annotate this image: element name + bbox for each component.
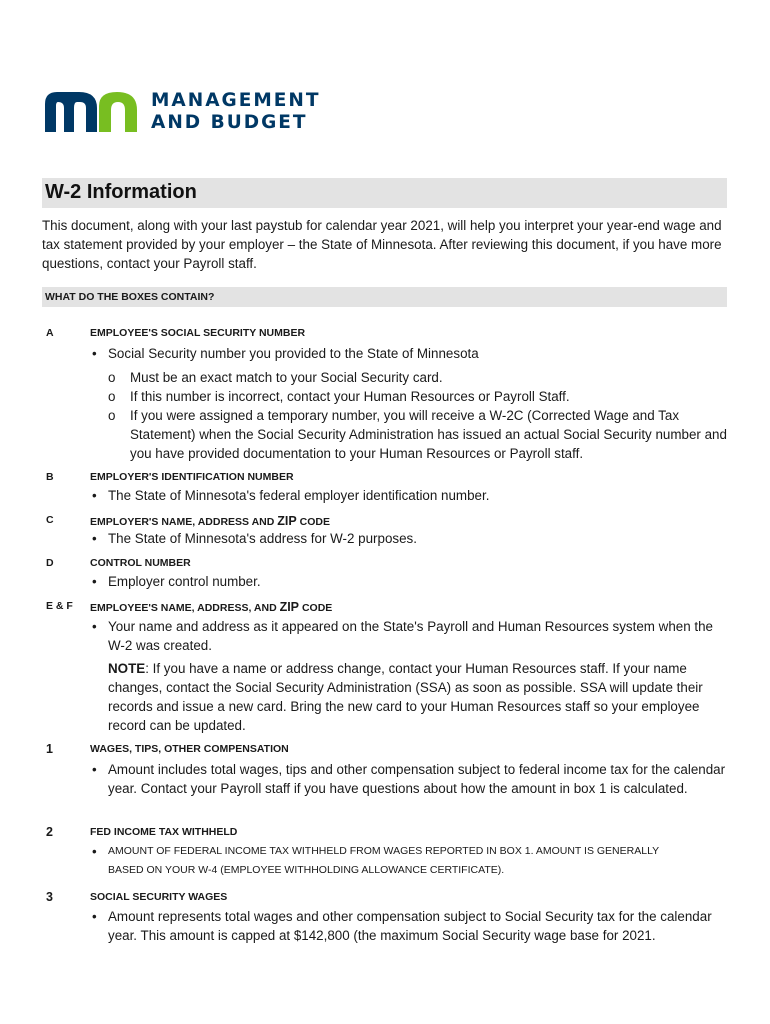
bullet-icon: • xyxy=(92,909,97,924)
bullet-item xyxy=(92,529,726,548)
entry-label: C xyxy=(46,514,54,526)
bullet-icon: • xyxy=(92,762,97,777)
bullet-text: Your name and address as it appeared on the State's Payroll and Human Resources system when the W-2 was created. xyxy=(108,619,713,653)
mmb-logo xyxy=(45,88,335,134)
heading-part: ZIP xyxy=(279,600,300,614)
bullet-text: Amount represents total wages and other compensation subject to Social Security tax for the calendar year. This amount is capped at $142,800 (the maximum Social Security wage base for 2021. xyxy=(108,909,712,943)
sub-text: Must be an exact match to your Social Security card. xyxy=(130,370,443,385)
entry-label: D xyxy=(46,557,54,569)
title-bar xyxy=(42,178,727,208)
page-title: W-2 Information xyxy=(45,181,197,203)
entry-label: E & F xyxy=(46,600,73,612)
sub-text: If this number is incorrect, contact your Human Resources or Payroll Staff. xyxy=(130,389,570,404)
logo-line-1: MANAGEMENT xyxy=(151,90,321,111)
sub-bullet-icon: o xyxy=(108,389,116,404)
entry-label: 1 xyxy=(46,742,53,756)
entry-label: B xyxy=(46,471,54,483)
entry-heading xyxy=(90,514,330,528)
mn-logo-mark-icon xyxy=(45,88,145,134)
bullet-item xyxy=(92,617,726,655)
heading-part: EMPLOYEE'S NAME, ADDRESS, AND xyxy=(90,602,280,614)
heading-part: EMPLOYER'S NAME, ADDRESS AND xyxy=(90,516,278,528)
sub-text: If you were assigned a temporary number, you will receive a W-2C (Corrected Wage and Tax Statement) when the Social Security Administration has issued an actual Social Security number and you have provided documentation to your Human Resources or Payroll staff. xyxy=(130,408,727,461)
bullet-icon: • xyxy=(92,531,97,546)
bullet-text: Social Security number you provided to the State of Minnesota xyxy=(108,346,479,361)
bullet-item xyxy=(92,907,726,945)
bullet-icon: • xyxy=(92,574,97,589)
entry-heading: WAGES, TIPS, OTHER COMPENSATION xyxy=(90,743,289,755)
note-paragraph xyxy=(108,659,726,735)
logo-line-2: AND BUDGET xyxy=(151,112,308,133)
bullet-icon: • xyxy=(92,844,97,859)
entry-label: 2 xyxy=(46,825,53,839)
logo-wordmark xyxy=(151,90,321,134)
bullet-icon: • xyxy=(92,346,97,361)
bullet-item xyxy=(92,344,726,363)
bullet-item xyxy=(92,572,726,591)
bullet-item xyxy=(92,760,726,798)
bullet-text: AMOUNT OF FEDERAL INCOME TAX WITHHELD FROM WAGES REPORTED IN BOX 1. AMOUNT IS GENERALLY xyxy=(108,845,660,857)
sub-bullet-icon: o xyxy=(108,408,116,423)
bullet-item xyxy=(92,486,726,505)
heading-part: CODE xyxy=(296,516,330,528)
sub-bullet-icon: o xyxy=(108,370,116,385)
entry-label: A xyxy=(46,327,54,339)
bullet-text: Employer control number. xyxy=(108,574,261,589)
sub-item xyxy=(108,368,730,387)
sub-item xyxy=(108,406,730,463)
note-label: NOTE xyxy=(108,661,146,676)
bullet-icon: • xyxy=(92,619,97,634)
bullet-item xyxy=(92,842,726,880)
bullet-text: The State of Minnesota's federal employer identification number. xyxy=(108,488,490,503)
sub-item xyxy=(108,387,730,406)
bullet-text: The State of Minnesota's address for W-2 purposes. xyxy=(108,531,417,546)
section-heading: WHAT DO THE BOXES CONTAIN? xyxy=(45,291,215,303)
entry-label: 3 xyxy=(46,890,53,904)
bullet-text: Amount includes total wages, tips and other compensation subject to federal income tax for the calendar year. Contact your Payroll staff if you have questions about how the amount in box 1 is calculated. xyxy=(108,762,726,796)
entry-heading: FED INCOME TAX WITHHELD xyxy=(90,826,238,838)
intro-paragraph: This document, along with your last paystub for calendar year 2021, will help you interpret your year-end wage and tax statement provided by your employer – the State of Minnesota. After reviewing this document, if you have more questions, contact your Payroll staff. xyxy=(42,218,722,271)
entry-heading: EMPLOYER'S IDENTIFICATION NUMBER xyxy=(90,471,294,483)
entry-heading: CONTROL NUMBER xyxy=(90,557,191,569)
heading-part: ZIP xyxy=(277,514,297,528)
entry-heading: EMPLOYEE'S SOCIAL SECURITY NUMBER xyxy=(90,327,306,339)
bullet-icon: • xyxy=(92,488,97,503)
section-bar xyxy=(42,287,727,307)
note-text: : If you have a name or address change, contact your Human Resources staff. If your name changes, contact the Social Security Administration (SSA) as soon as possible. SSA will update their records and issue a new card. Bring the new card to your Human Resources staff so your employee record can be updated. xyxy=(108,661,703,733)
bullet-text: BASED ON YOUR W-4 (EMPLOYEE WITHHOLDING ALLOWANCE CERTIFICATE). xyxy=(108,864,505,876)
entry-heading: SOCIAL SECURITY WAGES xyxy=(90,891,228,903)
entry-heading xyxy=(90,600,332,614)
heading-part: CODE xyxy=(299,602,333,614)
